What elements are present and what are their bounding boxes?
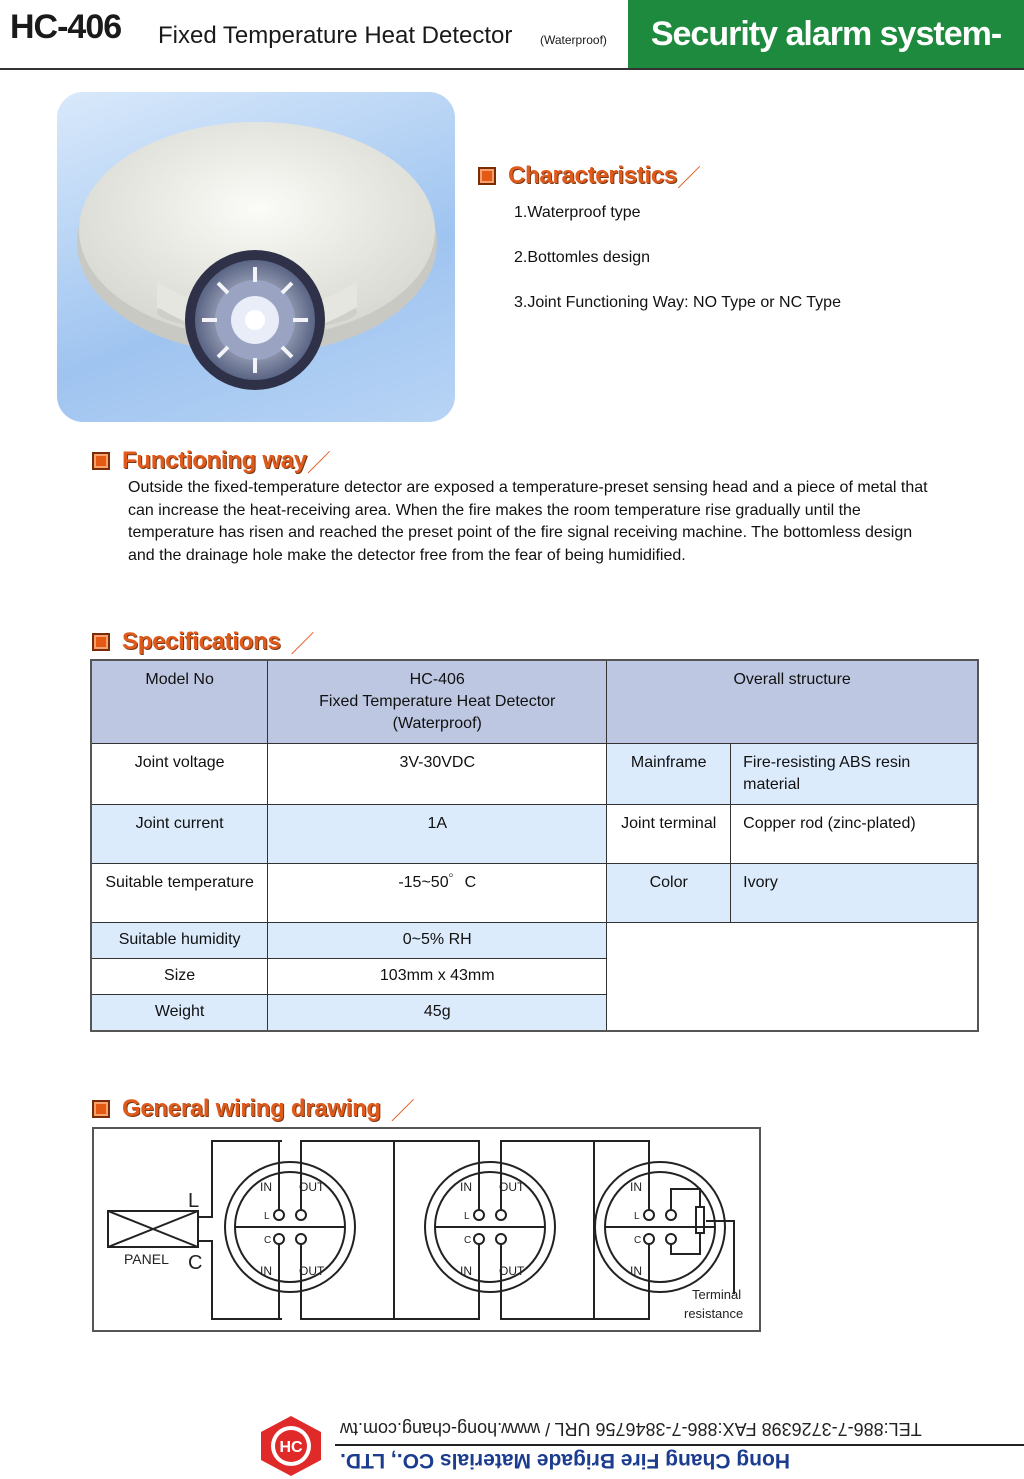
in-label: IN [260,1180,272,1194]
page-footer [255,1412,1024,1479]
section-bullet-icon [478,167,496,185]
wiring-heading [92,1091,415,1126]
header-cell: Model No [91,660,268,744]
c-small-label: C [464,1235,472,1246]
l-small-label: L [634,1211,640,1222]
struct-value: Fire-resisting ABS resin material [731,744,978,805]
row-value: 103mm x 43mm [268,959,607,995]
c-small-label: C [264,1235,272,1246]
header-cell: Overall structure [607,660,978,744]
product-title: Fixed Temperature Heat Detector [158,22,513,49]
functioning-description: Outside the fixed-temperature detector are exposed a temperature-preset sensing head and a piece of metal that can increase the heat-receiving area. When the fire makes the room temperature rise gradually until the temperature has risen and reached the preset point of the fire signal receiving machine. The bottomless design and the drainage hole make the detector free from the fear of being humidified. [128,479,928,564]
row-label: Weight [91,995,268,1031]
row-value: 45g [268,995,607,1031]
c-small-label: C [634,1235,642,1246]
row-label: Joint current [91,805,268,864]
table-row [91,744,978,805]
row-label: Size [91,959,268,995]
out-label: OUT [499,1180,525,1194]
section-bullet-icon [92,1100,110,1118]
header-model-line: Fixed Temperature Heat Detector [319,693,556,710]
footer-divider [335,1444,1024,1446]
page-header [0,0,1024,121]
row-label: Suitable temperature [91,864,268,923]
header-cell-model [268,660,607,744]
l-terminal-label: L [188,1190,200,1212]
out-label: OUT [499,1264,525,1278]
terminal-label: Terminal [692,1287,742,1302]
heading-slash: ／ [390,1098,415,1125]
logo-text: HC [279,1439,303,1456]
row-label: Joint voltage [91,744,268,805]
specifications-title: Specifications [122,627,281,655]
characteristics-list [514,203,841,337]
product-subtitle: (Waterproof) [540,33,607,47]
out-label: OUT [299,1180,325,1194]
struct-label: Joint terminal [607,805,731,864]
struct-label: Color [607,864,731,923]
struct-label: Mainframe [607,744,731,805]
wiring-diagram [92,1127,761,1332]
functioning-heading [92,443,331,478]
panel-label: PANEL [124,1251,169,1267]
terminal-label: resistance [684,1306,744,1321]
heading-slash: ／ [290,631,315,658]
company-logo [255,1414,327,1478]
model-number: HC-406 [10,8,122,46]
table-header-row [91,660,978,744]
contact-line: TEL:886-7-3726398 FAX:886-7-3846756 URL / www.hong-chang.com.tw [340,1419,922,1439]
table-row [91,923,978,959]
in-label: IN [460,1264,472,1278]
out-label: OUT [299,1264,325,1278]
table-row [91,864,978,923]
in-label: IN [630,1180,642,1194]
row-label: Suitable humidity [91,923,268,959]
detector-1 [225,1162,355,1292]
characteristics-heading [478,158,701,193]
c-terminal-label: C [188,1252,203,1274]
table-row [91,805,978,864]
functioning-title: Functioning way [122,446,307,474]
empty-cell [607,923,978,1031]
row-value: -15~50゜C [268,864,607,923]
characteristic-item: 2.Bottomles design [514,248,651,266]
struct-value: Copper rod (zinc-plated) [731,805,978,864]
characteristics-title: Characteristics [508,161,677,189]
characteristic-item: 3.Joint Functioning Way: NO Type or NC Type [514,293,841,311]
l-small-label: L [264,1211,270,1222]
wiring-title: General wiring drawing [122,1094,381,1122]
row-value: 0~5% RH [268,923,607,959]
detector-2 [425,1162,555,1292]
in-label: IN [630,1264,642,1278]
header-model-line: (Waterproof) [392,715,482,732]
section-bullet-icon [92,452,110,470]
heading-slash: ／ [306,450,331,477]
category-banner: Security alarm system-12V [628,0,1024,68]
detector-3 [595,1162,734,1294]
company-name: Hong Chang Fire Brigade Materials CO., LTD. [340,1449,790,1472]
specifications-heading [92,624,315,659]
row-value: 3V-30VDC [268,744,607,805]
row-value: 1A [268,805,607,864]
header-model-line: HC-406 [409,671,465,688]
struct-value: Ivory [731,864,978,923]
product-photo [57,92,455,422]
section-bullet-icon [92,633,110,651]
in-label: IN [460,1180,472,1194]
l-small-label: L [464,1211,470,1222]
heading-slash: ／ [676,165,701,192]
terminal-resistor [696,1207,704,1233]
characteristic-item: 1.Waterproof type [514,204,641,221]
specifications-table [90,659,979,1032]
in-label: IN [260,1264,272,1278]
